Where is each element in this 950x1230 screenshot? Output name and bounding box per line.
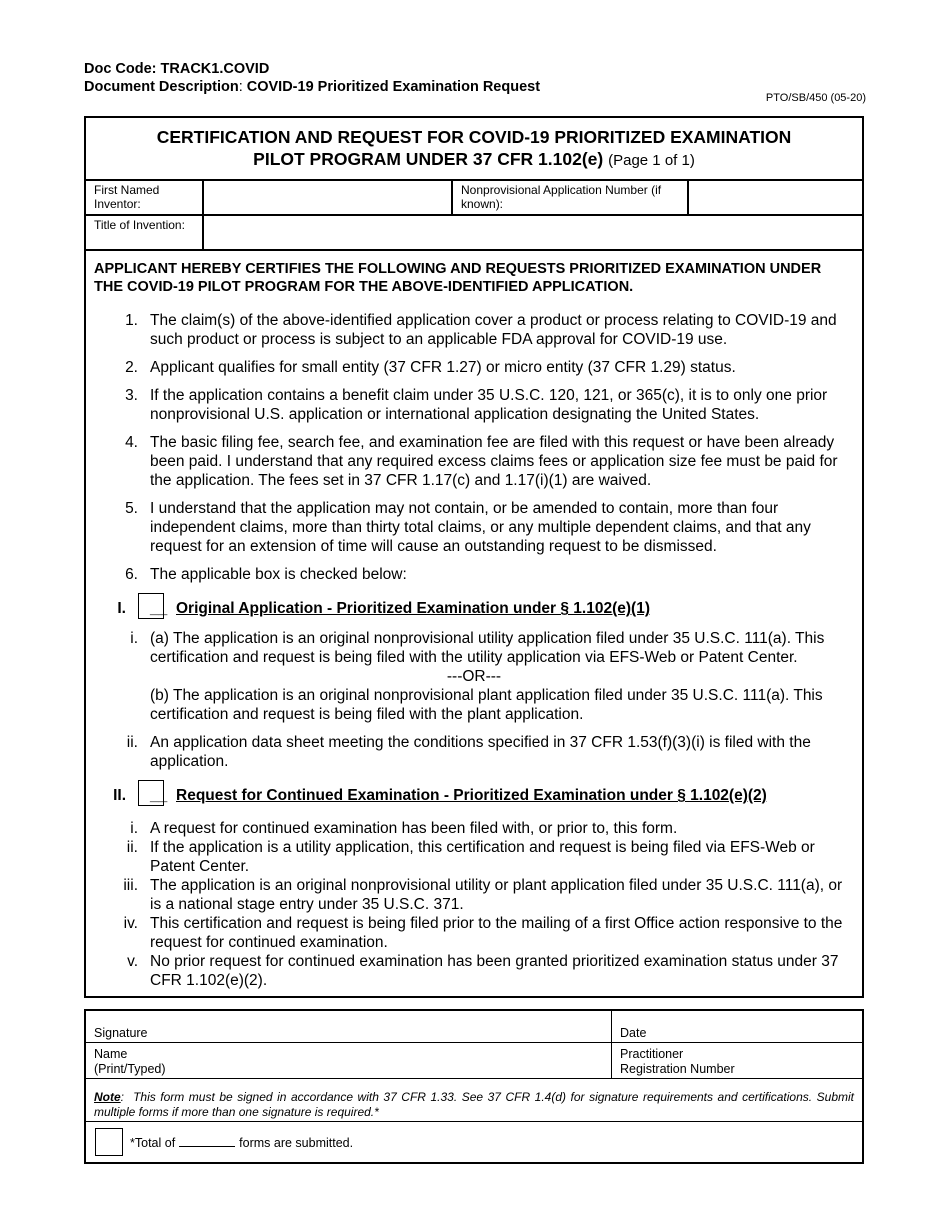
signature-row	[86, 1011, 862, 1043]
form-number: PTO/SB/450 (05-20)	[765, 92, 866, 104]
signature-block	[84, 1009, 864, 1164]
list-item: ii. If the application is a utility application, this certification and request is being filed via EFS-Web or Patent Center.	[126, 839, 815, 875]
section-numeral: II.	[113, 787, 126, 804]
list-item: i. (a) The application is an original nonprovisional utility application filed under 35 U.S.C. 111(a). This certification and request is being filed with the utility application via EFS-Web or Patent Center.	[130, 630, 825, 666]
doc-description: Document Description: COVID-19 Prioritized Examination Request	[84, 79, 541, 95]
list-item: 6. The applicable box is checked below:	[125, 566, 407, 583]
application-number-field[interactable]	[689, 181, 862, 214]
request-form	[84, 116, 864, 998]
first-inventor-field[interactable]	[204, 181, 453, 214]
list-item: v. No prior request for continued examination has been granted prioritized examination status under 37 CFR 1.102(e)(2).	[127, 953, 839, 989]
title-of-invention-label: Title of Invention:	[86, 216, 204, 249]
name-field[interactable]: Name (Print/Typed)	[86, 1043, 612, 1078]
page-indicator: (Page 1 of 1)	[608, 152, 695, 169]
list-item: 3. If the application contains a benefit claim under 35 U.S.C. 120, 121, or 365(c), it is to only one prior nonprovisional U.S. application or international application designating the United States.	[125, 387, 828, 423]
section-continued-examination: II. __ Request for Continued Examination - Prioritized Examination under § 1.102(e)(2)	[86, 783, 862, 807]
title-row	[86, 216, 862, 251]
total-forms-row: *Total of forms are submitted.	[86, 1122, 862, 1163]
list-item: iv. This certification and request is being filed prior to the mailing of a first Office action responsive to the request for continued examination.	[123, 915, 843, 951]
multiple-forms-checkbox[interactable]	[95, 1128, 123, 1156]
section-original-application: I. __ Original Application - Prioritized Examination under § 1.102(e)(1)	[86, 596, 862, 620]
title-of-invention-field[interactable]	[204, 216, 862, 249]
registration-number-field[interactable]: Practitioner Registration Number	[620, 1047, 735, 1076]
doc-code: Doc Code: TRACK1.COVID	[84, 61, 270, 77]
date-field[interactable]: Date	[620, 1026, 647, 1040]
signature-note: Note: This form must be signed in accordance with 37 CFR 1.33. See 37 CFR 1.4(d) for signature requirements and certifications. Submit multiple forms if more than one signature is required.*	[86, 1079, 862, 1122]
list-item: 4. The basic filing fee, search fee, and examination fee are filed with this request or have been already been paid. I understand that any required excess claims fees or application size fee must be paid for the application. The fees set in 37 CFR 1.17(c) and 1.17(i)(1) are waived.	[125, 434, 838, 489]
section-numeral: I.	[117, 600, 126, 617]
name-row	[86, 1043, 862, 1079]
signature-field[interactable]: Signature	[86, 1011, 612, 1042]
first-inventor-label: First Named Inventor:	[86, 181, 204, 214]
application-number-label: Nonprovisional Application Number (if known):	[453, 181, 689, 214]
total-forms-field[interactable]	[179, 1146, 235, 1147]
list-item: (b) The application is an original nonprovisional plant application filed under 35 U.S.C. 111(a). This certification and request is being filed with the plant application.	[150, 687, 823, 723]
section-heading: Request for Continued Examination - Prioritized Examination under § 1.102(e)(2)	[176, 787, 767, 804]
document-header	[84, 60, 540, 96]
inventor-row	[86, 181, 862, 216]
list-item: 1. The claim(s) of the above-identified application cover a product or process relating to COVID-19 and such product or process is subject to an applicable FDA approval for COVID-19 use.	[125, 312, 837, 348]
form-title: CERTIFICATION AND REQUEST FOR COVID-19 PRIORITIZED EXAMINATION PILOT PROGRAM UNDER 37 CFR 1.102(e) (Page 1 of 1)	[86, 118, 862, 181]
list-item: iii. The application is an original nonprovisional utility or plant application filed under 35 U.S.C. 111(a), or is a national stage entry under 35 U.S.C. 371.	[123, 877, 843, 913]
list-item: i. A request for continued examination has been filed with, or prior to, this form.	[130, 820, 678, 837]
or-separator: ---OR---	[446, 668, 502, 685]
list-item: 2. Applicant qualifies for small entity (37 CFR 1.27) or micro entity (37 CFR 1.29) status.	[125, 359, 736, 376]
list-item: 5. I understand that the application may not contain, or be amended to contain, more than four independent claims, more than thirty total claims, or any multiple dependent claims, and that any request for an extension of time will cause an outstanding request to be dismissed.	[125, 500, 811, 555]
section-heading: Original Application - Prioritized Examination under § 1.102(e)(1)	[176, 600, 650, 617]
certification-statement: APPLICANT HEREBY CERTIFIES THE FOLLOWING AND REQUESTS PRIORITIZED EXAMINATION UNDER THE COVID-19 PILOT PROGRAM FOR THE ABOVE-IDENTIFIED APPLICATION.	[94, 261, 822, 295]
list-item: ii. An application data sheet meeting the conditions specified in 37 CFR 1.53(f)(3)(i) is filed with the application.	[126, 734, 811, 770]
